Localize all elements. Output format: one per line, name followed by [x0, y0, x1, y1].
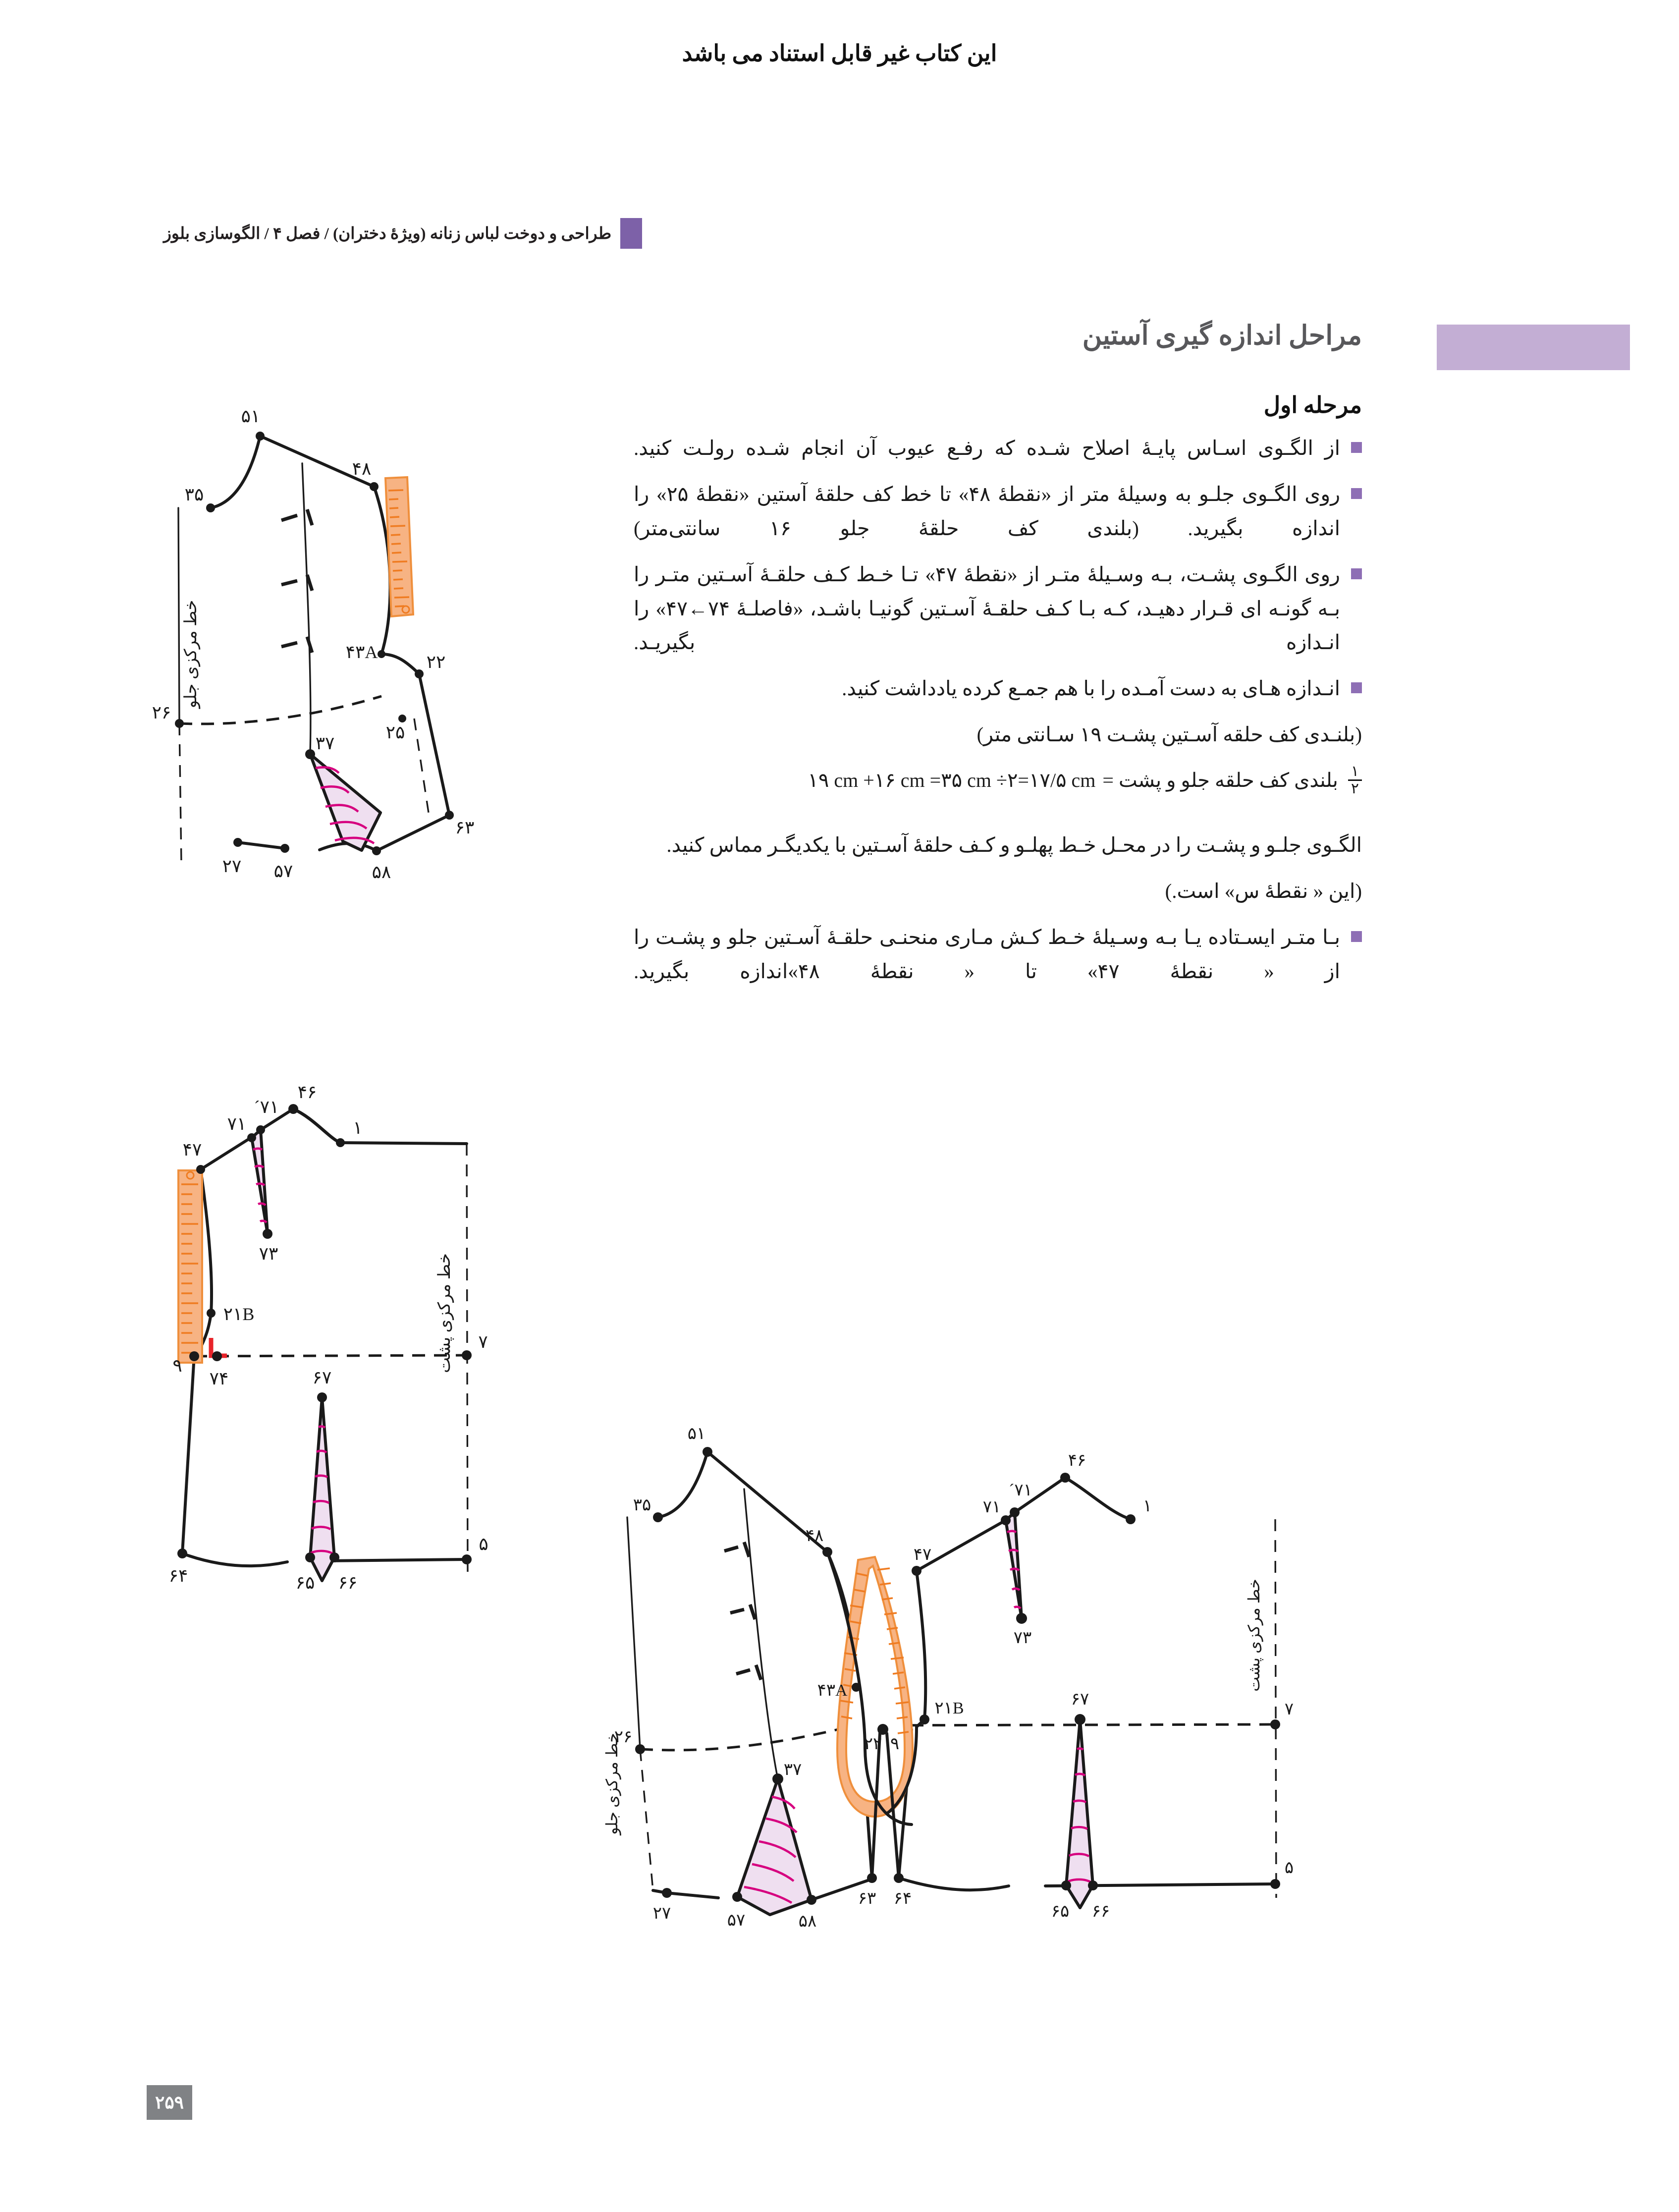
diagram-combined-pattern — [570, 1402, 1343, 2046]
body-text-column — [634, 391, 1362, 1000]
point-label-43A: ۴۳A — [817, 1681, 848, 1700]
point-label-7: ۷ — [478, 1332, 488, 1352]
point-label-21B: ۲۱B — [223, 1304, 255, 1324]
ruler-straight-icon — [178, 1170, 202, 1363]
point-label-58: ۵۸ — [798, 1912, 817, 1931]
bullet-square-icon — [1351, 488, 1362, 499]
point-label-57: ۵۷ — [273, 861, 293, 881]
point-label-7: ۷ — [1284, 1700, 1294, 1718]
running-head-label: طراحی و دوخت لباس زنانه (ویژهٔ دختران) / فصل ۴ / الگوسازی بلوز — [163, 225, 612, 243]
point-label-67: ۶۷ — [312, 1368, 332, 1387]
point-label-73: ۷۳ — [1013, 1629, 1032, 1647]
paragraph-bullet-2 — [634, 477, 1362, 546]
paragraph-after-2: (این « نقطهٔ س» است.) — [1165, 879, 1362, 902]
running-head — [163, 218, 642, 249]
point-label-51: ۵۱ — [687, 1425, 706, 1443]
diagram-front-bodice — [149, 377, 669, 1021]
fraction-numerator: ۱ — [1351, 763, 1359, 779]
point-label-27: ۲۷ — [222, 856, 242, 876]
paragraph-text: از الگـوی اسـاس پایـهٔ اصلاح شـده که رفـع عیوب آن انجام شـده رولـت کنید. — [634, 437, 1340, 459]
point-label-71: ۷۱ — [227, 1114, 247, 1134]
measurement-formula — [634, 764, 1362, 796]
page-number-badge: ۲۵۹ — [147, 2085, 192, 2120]
paragraph-bullet-1 — [634, 431, 1362, 465]
point-label-71-prime: ۷۱´ — [1009, 1481, 1032, 1499]
point-label-71: ۷۱ — [982, 1498, 1001, 1516]
point-label-73: ۷۳ — [259, 1244, 278, 1264]
point-label-66: ۶۶ — [338, 1573, 358, 1593]
point-label-1: ۱ — [353, 1118, 363, 1138]
bullet-square-icon — [1351, 682, 1362, 693]
watermark-text: این کتاب غیر قابل استناد می باشد — [682, 41, 997, 66]
point-label-47: ۴۷ — [913, 1546, 932, 1564]
paragraph-text: انـدازه هـای به دست آمـده را با هم جمـع کرده یادداشت کنید. — [842, 677, 1340, 700]
point-label-21B: ۲۱B — [934, 1699, 964, 1717]
center-front-label: خط مرکزی جلو — [182, 600, 200, 709]
point-label-46: ۴۶ — [1068, 1451, 1086, 1470]
paragraph-text: روی الگـوی جلـو به وسیلهٔ متر از «نقطهٔ ۴۸» تا خط کف حلقهٔ آستین «نقطهٔ ۲۵» را اندازه بگیرید. (بلندی کف حلقهٔ جلو ۱۶ سانتی‌متر) — [634, 482, 1340, 540]
point-label-65: ۶۵ — [1051, 1902, 1070, 1921]
point-label-5: ۵ — [1284, 1859, 1294, 1877]
point-label-67: ۶۷ — [1071, 1690, 1089, 1709]
paragraph-text: روی الگـوی پشـت، بـه وسـیلهٔ متـر از «نقطهٔ ۴۷» تـا خـط کـف حلقـهٔ آسـتین متـر را بـه گونـه ای قـرار دهیـد، کـه بـا کـف حلقـهٔ آسـتین گونیـا باشـد، «فاصلـهٔ ۷۴←۴۷» را انـدازه بگیریـد. — [634, 562, 1340, 654]
point-label-22: ۲۲ — [426, 652, 446, 672]
center-back-label: خط مرکزی پشت — [435, 1253, 454, 1374]
bullet-square-icon — [1351, 568, 1362, 579]
point-label-37: ۳۷ — [315, 733, 335, 753]
point-label-35: ۳۵ — [633, 1496, 651, 1514]
point-label-26: ۲۶ — [152, 703, 171, 722]
bullet-square-icon — [1351, 931, 1362, 942]
center-back-label: خط مرکزی پشت — [1245, 1579, 1263, 1692]
point-label-1: ۱ — [1142, 1497, 1152, 1515]
point-label-43A: ۴۳A — [345, 642, 378, 662]
paragraph-after-1: الگـوی جلـو و پشـت را در محـل خـط پهلـو و کـف حلقهٔ آسـتین با یکدیگـر مماس کنید. — [666, 833, 1362, 856]
paragraph-text: بـا متـر ایسـتاده یـا بـه وسـیلهٔ خـط کـش مـاری منحنـی حلقـهٔ آسـتین جلو و پشـت را از « نقطهٔ ۴۷» تا « نقطهٔ ۴۸»اندازه بگیرید. — [634, 925, 1340, 983]
paragraph-bullet-4 — [634, 671, 1362, 706]
point-label-9: ۹ — [890, 1735, 900, 1753]
note-line: (بلنـدی کف حلقه آسـتین پشـت ۱۹ سـانتی متر) — [976, 723, 1362, 746]
point-label-65: ۶۵ — [295, 1573, 315, 1593]
point-label-74: ۷۴ — [209, 1369, 229, 1388]
page-title: مراحل اندازه گیری آستین — [1082, 321, 1362, 350]
point-label-64: ۶۴ — [893, 1889, 912, 1908]
point-label-25: ۲۵ — [385, 722, 405, 742]
bullet-square-icon — [1351, 442, 1362, 453]
point-label-22: ۲۲ — [864, 1735, 882, 1753]
point-label-57: ۵۷ — [727, 1911, 746, 1930]
point-label-51: ۵۱ — [241, 406, 261, 426]
ruler-straight-icon — [385, 477, 413, 616]
point-label-48: ۴۸ — [352, 459, 372, 479]
center-front-label: خط مرکزی جلو — [603, 1733, 621, 1835]
point-label-63: ۶۳ — [858, 1889, 876, 1908]
point-label-47: ۴۷ — [182, 1140, 202, 1160]
point-label-64: ۶۴ — [168, 1566, 188, 1586]
point-label-26: ۲۶ — [614, 1728, 633, 1746]
running-head-swatch — [620, 218, 642, 249]
point-label-5: ۵ — [479, 1534, 488, 1554]
point-label-58: ۵۸ — [372, 862, 391, 882]
point-label-35: ۳۵ — [184, 485, 204, 504]
fraction-denominator: ۲ — [1348, 779, 1362, 797]
point-label-66: ۶۶ — [1091, 1902, 1110, 1921]
point-label-48: ۴۸ — [805, 1527, 824, 1545]
step-heading: مرحله اول — [1263, 392, 1362, 418]
point-label-9: ۹ — [172, 1356, 182, 1376]
formula-label: بلندی کف حلقه جلو و پشت = — [1102, 769, 1338, 791]
point-label-63: ۶۳ — [455, 818, 475, 837]
formula-expression: ۱۹ cm +۱۶ cm =۳۵ cm ÷۲=۱۷/۵ cm — [808, 769, 1096, 791]
section-accent-bar — [1437, 325, 1630, 370]
paragraph-bullet-3 — [634, 557, 1362, 660]
point-label-71-prime: ۷۱´ — [254, 1097, 279, 1117]
point-label-46: ۴۶ — [297, 1082, 317, 1102]
point-label-37: ۳۷ — [783, 1761, 802, 1779]
fraction-one-half — [1348, 764, 1362, 796]
paragraph-bullet-5 — [634, 920, 1362, 989]
point-label-27: ۲۷ — [652, 1904, 671, 1923]
